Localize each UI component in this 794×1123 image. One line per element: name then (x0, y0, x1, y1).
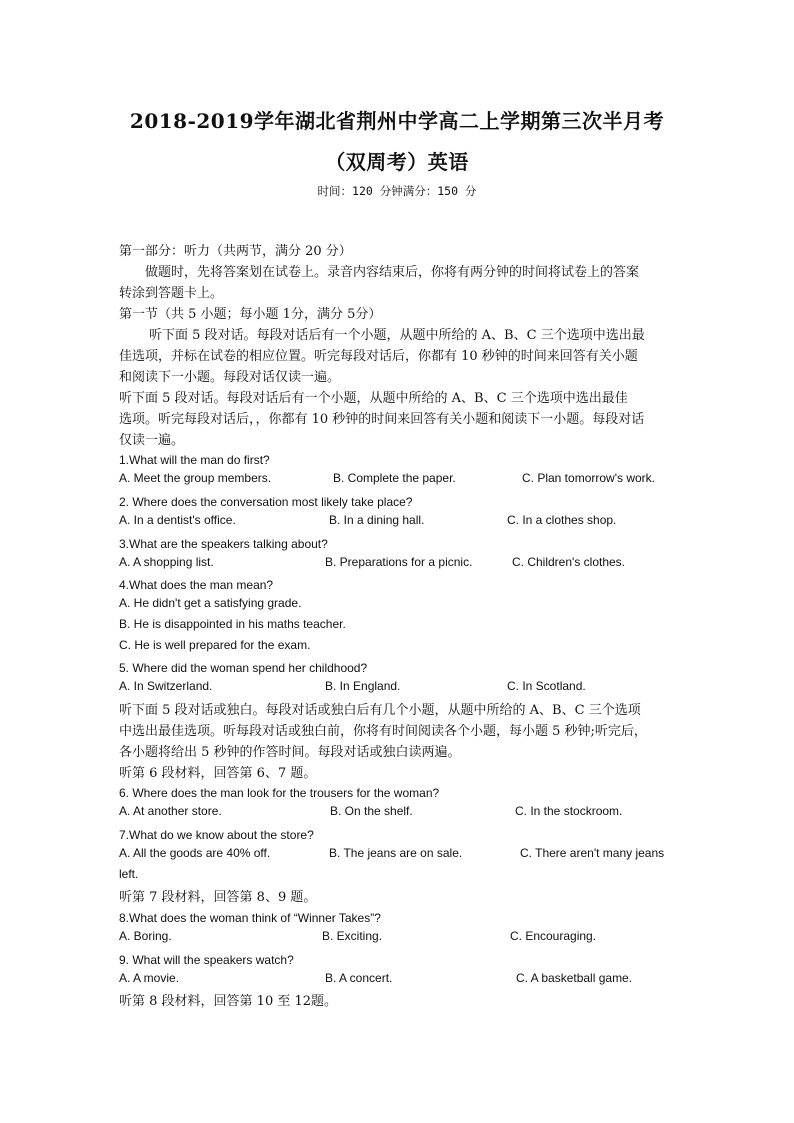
q1-option-c: C. Plan tomorrow's work. (522, 471, 655, 485)
q1-option-b: B. Complete the paper. (333, 471, 456, 485)
exam-title: 2018-2019学年湖北省荆州中学高二上学期第三次半月考 (129, 109, 665, 133)
q8-option-a: A. Boring. (119, 929, 172, 943)
section2-instruction: 各小题将给出 5 秒钟的作答时间。每段对话或独白读两遍。 (119, 745, 461, 760)
question-9: 9. What will the speakers watch? (119, 953, 294, 967)
q6-option-a: A. At another store. (119, 804, 222, 818)
q3-option-b: B. Preparations for a picnic. (325, 555, 473, 569)
section1-instruction: 和阅读下一小题。每段对话仅读一遍。 (119, 370, 341, 385)
question-5: 5. Where did the woman spend her childhood? (119, 661, 368, 675)
q4-option-a: A. He didn't get a satisfying grade. (119, 596, 302, 610)
part1-instruction: 转涂到答题卡上。 (119, 286, 224, 301)
q7-option-a: A. All the goods are 40% off. (119, 846, 271, 860)
question-7: 7.What do we know about the store? (119, 828, 314, 842)
q7-option-b: B. The jeans are on sale. (329, 846, 463, 860)
question-8: 8.What does the woman think of “Winner Takes”? (119, 911, 381, 925)
q7-option-c: C. There aren't many jeans (520, 846, 665, 860)
listen-heading-7: 听第 7 段材料，回答第 8、9 题。 (119, 890, 317, 905)
q2-option-b: B. In a dining hall. (329, 513, 425, 527)
q5-option-a: A. In Switzerland. (119, 679, 213, 693)
part1-heading: 第一部分：听力（共两节，满分 20 分） (119, 244, 352, 259)
question-4: 4.What does the man mean? (119, 578, 274, 592)
listen-heading-8: 听第 8 段材料，回答第 10 至 12题。 (119, 994, 338, 1009)
q1-option-a: A. Meet the group members. (119, 471, 272, 485)
q3-option-c: C. Children's clothes. (512, 555, 626, 569)
part1-instruction: 做题时，先将答案划在试卷上。录音内容结束后，你将有两分钟的时间将试卷上的答案 (145, 265, 640, 280)
question-3: 3.What are the speakers talking about? (119, 537, 328, 551)
section1-instruction: 佳选项，并标在试卷的相应位置。听完每段对话后，你都有 10 秒钟的时间来回答有关小题 (119, 349, 638, 364)
section1-instruction: 听下面 5 段对话。每段对话后有一个小题，从题中所给的 A、B、C 三个选项中选出最佳 (119, 391, 628, 406)
question-2: 2. Where does the conversation most likely take place? (119, 495, 413, 509)
q9-option-b: B. A concert. (325, 971, 393, 985)
section1-instruction: 选项。听完每段对话后，，你都有 10 秒钟的时间来回答有关小题和阅读下一小题。每段对话 (119, 412, 645, 427)
section1-heading: 第一节（共 5 小题；每小题 1分，满分 5分） (119, 307, 382, 322)
section1-instruction: 听下面 5 段对话。每段对话后有一个小题，从题中所给的 A、B、C 三个选项中选出最 (149, 328, 645, 343)
q5-option-b: B. In England. (325, 679, 401, 693)
q4-option-b: B. He is disappointed in his maths teacher. (119, 617, 346, 631)
exam-subtitle: （双周考）英语 (325, 150, 469, 174)
exam-meta: 时间：120 分钟满分：150 分 (317, 184, 477, 198)
q6-option-b: B. On the shelf. (330, 804, 413, 818)
q2-option-c: C. In a clothes shop. (507, 513, 617, 527)
q2-option-a: A. In a dentist's office. (119, 513, 236, 527)
question-1: 1.What will the man do first? (119, 453, 270, 467)
section2-instruction: 中选出最佳选项。听每段对话或独白前，你将有时间阅读各个小题，每小题 5 秒钟;听完后， (119, 724, 647, 739)
listen-heading-6: 听第 6 段材料，回答第 6、7 题。 (119, 766, 317, 781)
question-6: 6. Where does the man look for the trousers for the woman? (119, 786, 440, 800)
section2-instruction: 听下面 5 段对话或独白。每段对话或独白后有几个小题，从题中所给的 A、B、C 三个选项 (119, 703, 641, 718)
q8-option-c: C. Encouraging. (510, 929, 597, 943)
q6-option-c: C. In the stockroom. (515, 804, 623, 818)
q4-option-c: C. He is well prepared for the exam. (119, 638, 311, 652)
q9-option-a: A. A movie. (119, 971, 180, 985)
q9-option-c: C. A basketball game. (516, 971, 633, 985)
section1-instruction: 仅读一遍。 (119, 433, 185, 448)
q8-option-b: B. Exciting. (322, 929, 383, 943)
q7-option-c-continued: left. (119, 867, 139, 881)
q5-option-c: C. In Scotland. (507, 679, 586, 693)
q3-option-a: A. A shopping list. (119, 555, 214, 569)
